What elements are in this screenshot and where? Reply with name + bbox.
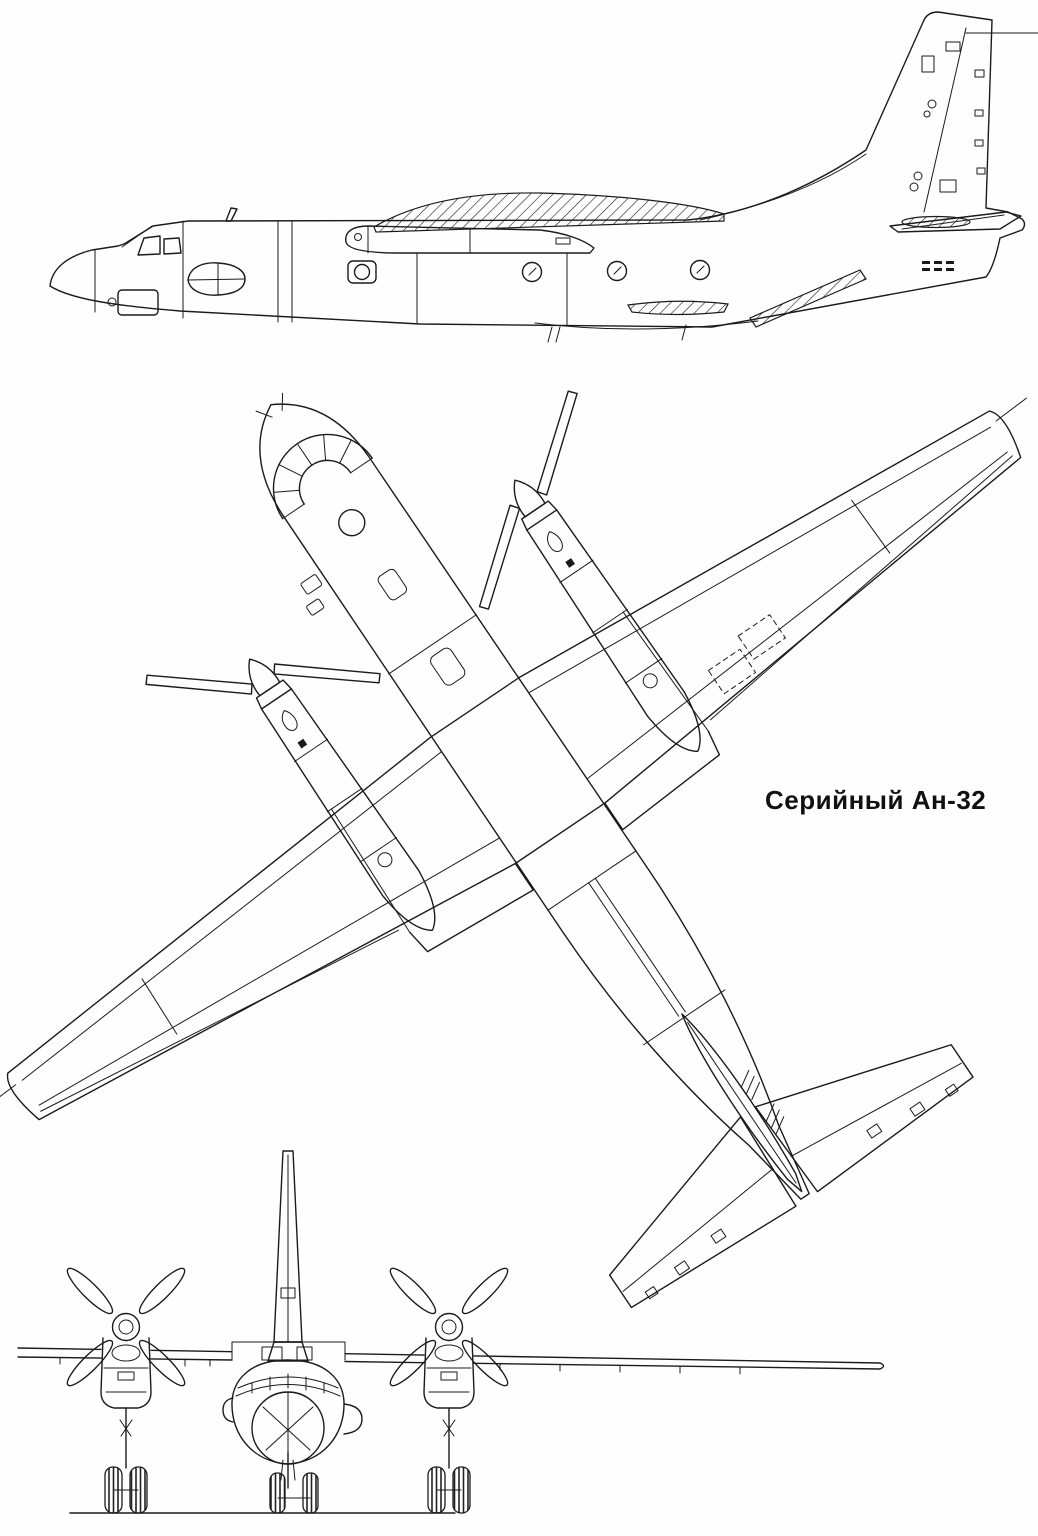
horizontal-stabilizer-side <box>890 212 1021 232</box>
tail-vent-dashes <box>922 261 954 271</box>
left-engine-front <box>10 1211 242 1513</box>
observation-blister <box>188 263 245 295</box>
nose-gear-door <box>118 290 158 315</box>
empennage-plan <box>421 765 977 1314</box>
cockpit-glazing-plan <box>253 413 373 518</box>
vertical-fin-front <box>268 1151 308 1361</box>
dorsal-fillet-line <box>700 154 866 220</box>
cockpit-glazing-side <box>122 226 181 255</box>
ventral-strake <box>628 301 728 314</box>
fuselage-front <box>223 1360 362 1464</box>
belly-antennas <box>548 325 686 342</box>
wing-root-airfoil <box>374 193 724 232</box>
cabin-windows <box>348 261 710 284</box>
ramp-edge-band <box>750 270 866 327</box>
tailcone-hatch-marks <box>736 1069 790 1136</box>
wing-center-box <box>232 1342 345 1360</box>
blade-antenna <box>226 208 237 221</box>
front-view <box>10 1151 883 1513</box>
engine-nacelle-left-plan <box>142 567 515 986</box>
aircraft-variant-label: Серийный Ан-32 <box>765 785 987 815</box>
side-blister-right <box>344 1404 362 1434</box>
wing-plan <box>0 355 1038 1212</box>
side-view <box>50 12 1038 342</box>
nose-gear-front <box>270 1452 318 1513</box>
astrodome <box>334 505 370 541</box>
nose-sensor-ticks <box>256 393 290 423</box>
